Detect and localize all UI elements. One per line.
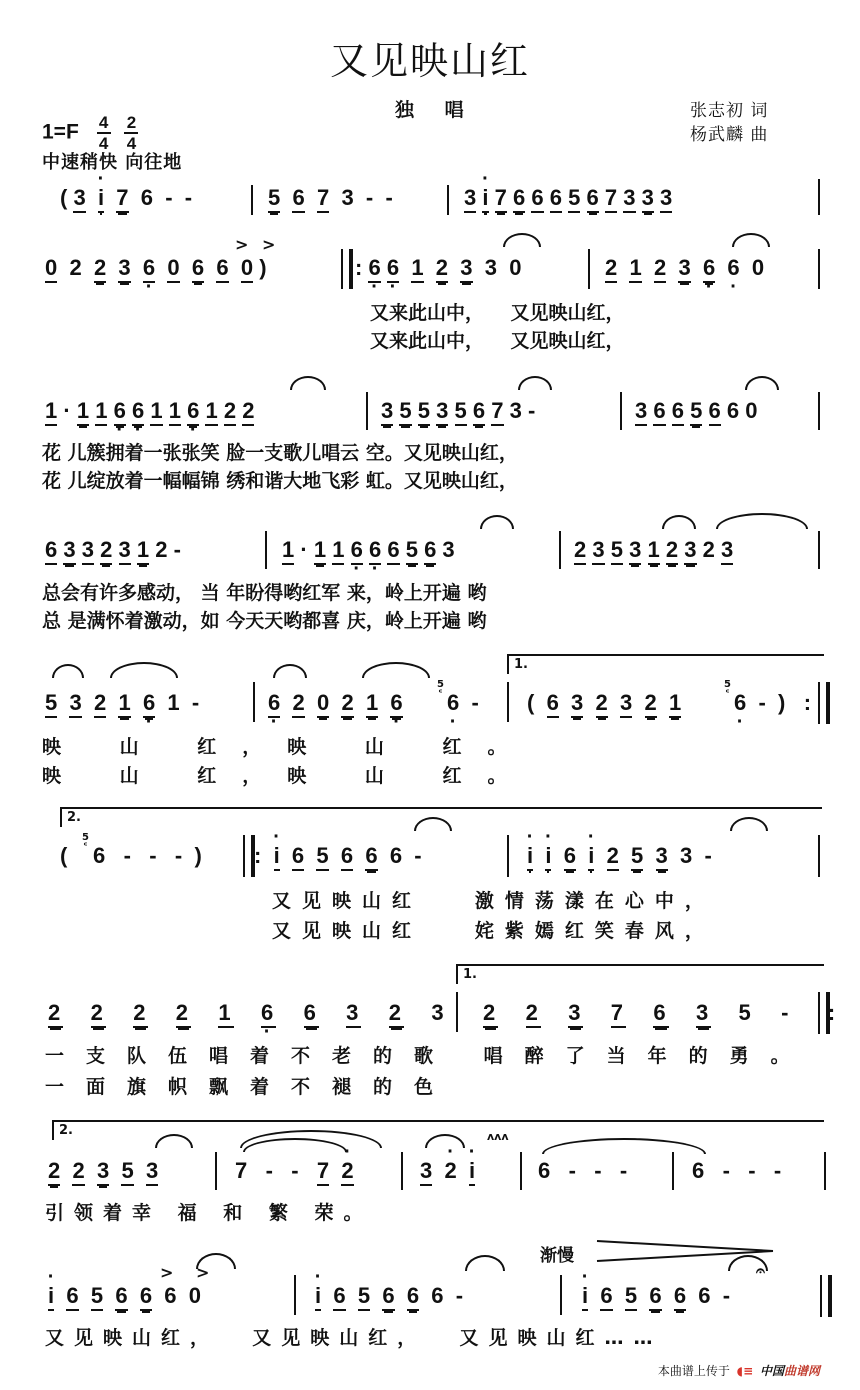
accent-mark: > <box>235 235 249 254</box>
notation-line: 3 6 6 5 6 6 0 <box>635 398 757 426</box>
composer-credit: 杨武麟 曲 <box>690 125 769 145</box>
tie-slur <box>745 376 779 390</box>
barline <box>366 392 368 430</box>
volta-bracket-1: 1. <box>507 654 824 674</box>
notation-line: 1 · 1 1 6 · 6 · 6 5 6 3 <box>282 537 455 565</box>
notation-line: 2 1 2 3 6 · 6 · 0 <box>605 255 764 283</box>
notation-line: · i · i 6 · i 2 5 3 3 - <box>527 843 712 871</box>
barline <box>401 1152 403 1190</box>
notation-line: 6 · - ) : <box>734 690 811 716</box>
lyric-verse-2: 又见映山红 姹紫嫣红笑春风， <box>272 920 715 942</box>
barline <box>588 249 590 289</box>
barline <box>818 531 820 569</box>
barline <box>265 531 267 569</box>
barline <box>253 682 255 722</box>
barline <box>824 1152 826 1190</box>
final-barline <box>820 1275 832 1317</box>
barline <box>818 392 820 430</box>
key-label: 1=F <box>42 120 79 144</box>
notation-line: · i 6 5 6 6 6 - <box>315 1283 463 1311</box>
repeat-end-sign <box>818 682 830 724</box>
notation-line: · i 6 5 6 6 6 0 <box>48 1283 201 1311</box>
ritardando-marking: 渐慢 <box>540 1246 574 1266</box>
time-signature-4-4: $\frac{4}{4}$ <box>97 114 111 152</box>
accent-mark: > <box>262 235 276 254</box>
lyric-verse-1: 又来此山中， 又见映山红， <box>370 302 625 324</box>
grace-note: 5 ᶜ <box>724 679 731 699</box>
tie-slur <box>732 233 770 247</box>
tie-slur <box>716 513 808 529</box>
site-logo-icon: ◖≡ <box>736 1364 754 1378</box>
tie-slur <box>110 662 178 678</box>
barline <box>560 1275 562 1315</box>
lyricist-credit: 张志初 词 <box>690 101 769 121</box>
song-title: 又见映山红 <box>329 39 530 83</box>
watermark <box>658 1362 820 1379</box>
accent-mark: > <box>196 1263 210 1282</box>
lyric-verse-1: 映 山 红，映 山 红。 <box>42 736 533 758</box>
repeat-start-sign <box>341 249 353 289</box>
trill-mark: ʌʌʌ <box>487 1130 509 1143</box>
tie-slur <box>480 515 514 529</box>
barline <box>818 249 820 289</box>
notation-line: ( 3 · i 7 6 - - <box>60 185 192 213</box>
fermata-icon: 𝄐 <box>756 1261 765 1280</box>
tie-slur <box>290 376 326 390</box>
lyric-verse-1: 花 儿簇拥着一张张笑 脸一支歌儿唱云 空。又见映山红， <box>42 442 518 464</box>
tie-slur <box>518 376 552 390</box>
repeat-end-sign <box>818 992 830 1034</box>
lyric-verse-1: 又见映山红， 又见映山红， 又见映山红…… <box>45 1327 663 1349</box>
lyric-verse-2: 映 山 红，映 山 红。 <box>42 765 533 787</box>
notation-line: 6 - - - <box>538 1158 628 1183</box>
barline <box>507 835 509 877</box>
notation-line: 2 3 5 3 1 2 3 2 3 <box>574 537 733 565</box>
barline <box>456 992 458 1032</box>
lyric-verse-1: 又见映山红 激情荡漾在心中， <box>272 890 715 912</box>
notation-line: · i 6 5 6 6 6 - <box>582 1283 730 1311</box>
volta-bracket-2: 2. <box>52 1120 824 1140</box>
notation-line: 3 5 5 3 5 6 7 3 - <box>381 398 535 426</box>
barline <box>818 179 820 215</box>
time-signature-2-4: $\frac{2}{4}$ <box>124 114 138 152</box>
brand-name-a: 中国 <box>759 1364 784 1378</box>
tie-slur <box>52 664 84 678</box>
tie-slur <box>362 662 430 678</box>
notation-line: : 6 · 6 · 1 2 3 3 0 <box>355 255 521 283</box>
notation-line: 1 · 1 1 6 · 6 · 1 1 6 · 1 2 2 <box>45 398 254 426</box>
notation-line: 3 · i 7 6 6 6 5 6 7 3 3 3 <box>464 185 672 213</box>
notation-line: 6 · 2 0 2 1 6 · <box>268 690 403 718</box>
notation-line: 6 3 3 2 3 1 2 - <box>45 537 181 565</box>
tempo-marking: 中速稍快 向往地 <box>42 152 183 173</box>
barline <box>818 835 820 877</box>
tie-slur <box>465 1255 505 1271</box>
notation-line: 2 2 3 5 3 <box>48 1158 158 1186</box>
notation-line: 2 2 2 2 1 6 · 6 3 2 3 <box>48 1000 447 1028</box>
key-signature <box>42 114 138 152</box>
barline <box>620 392 622 430</box>
grace-note: 5 ᶜ <box>437 679 444 699</box>
notation-line: 5 6 7 3 - - <box>268 185 393 213</box>
grace-note: 5 ᶜ <box>82 832 89 852</box>
accent-mark: > <box>160 1263 174 1282</box>
tie-slur <box>662 515 696 529</box>
tie-slur <box>503 233 541 247</box>
tie-slur <box>273 664 307 678</box>
notation-line: 6 - - - ) <box>93 843 202 868</box>
barline <box>559 531 561 569</box>
notation-line: 5 3 2 1 6 · 1 - <box>45 690 199 718</box>
lyric-verse-1: 引领着幸 福 和 繁 荣。 <box>45 1202 373 1224</box>
notation-line: 7 - - 7 · 2 <box>235 1158 354 1186</box>
notation-line: 0 2 2 3 6 · 0 6 6 0 ) <box>45 255 267 283</box>
volta-bracket-1: 1. <box>456 964 824 984</box>
volta-bracket-2: 2. <box>60 807 822 827</box>
notation-line: ( 6 3 2 3 2 1 <box>527 690 681 718</box>
notation-line: 2 2 3 7 6 3 5 - : <box>483 1000 838 1028</box>
notation-line: ( <box>60 843 68 868</box>
barline <box>251 185 253 215</box>
tie-slur <box>196 1253 236 1269</box>
lyric-verse-1: 总会有许多感动， 当 年盼得哟红军 来，岭上开遍 哟 <box>42 582 487 604</box>
brand-name-b: 曲谱网 <box>783 1364 820 1378</box>
lyric-verse-2: 总 是满怀着激动，如 今天天哟都喜 庆，岭上开遍 哟 <box>42 610 487 632</box>
barline <box>672 1152 674 1190</box>
barline <box>294 1275 296 1315</box>
notation-line: 6 - - - <box>692 1158 782 1183</box>
notation-line: 6 · - <box>447 690 479 716</box>
tie-slur <box>542 1138 706 1154</box>
notation-line: : · i 6 5 6 6 6 - <box>254 843 422 871</box>
notation-line: 3 · 2 · i <box>420 1158 475 1186</box>
barline <box>447 185 449 215</box>
watermark-text: 本曲谱上传于 <box>657 1364 730 1378</box>
barline <box>215 1152 217 1190</box>
barline <box>520 1152 522 1190</box>
performance-type: 独 唱 <box>395 99 476 121</box>
lyric-verse-2: 一面旗帜飘着不褪的色 <box>45 1076 456 1098</box>
barline <box>507 682 509 722</box>
lyric-verse-2: 花 儿绽放着一幅幅锦 绣和谐大地飞彩 虹。又见映山红， <box>42 470 518 492</box>
lyric-verse-1: 一支队伍唱着不老的歌 唱醉了当年的勇。 <box>45 1045 812 1067</box>
lyric-verse-2: 又来此山中， 又见映山红， <box>370 330 625 352</box>
